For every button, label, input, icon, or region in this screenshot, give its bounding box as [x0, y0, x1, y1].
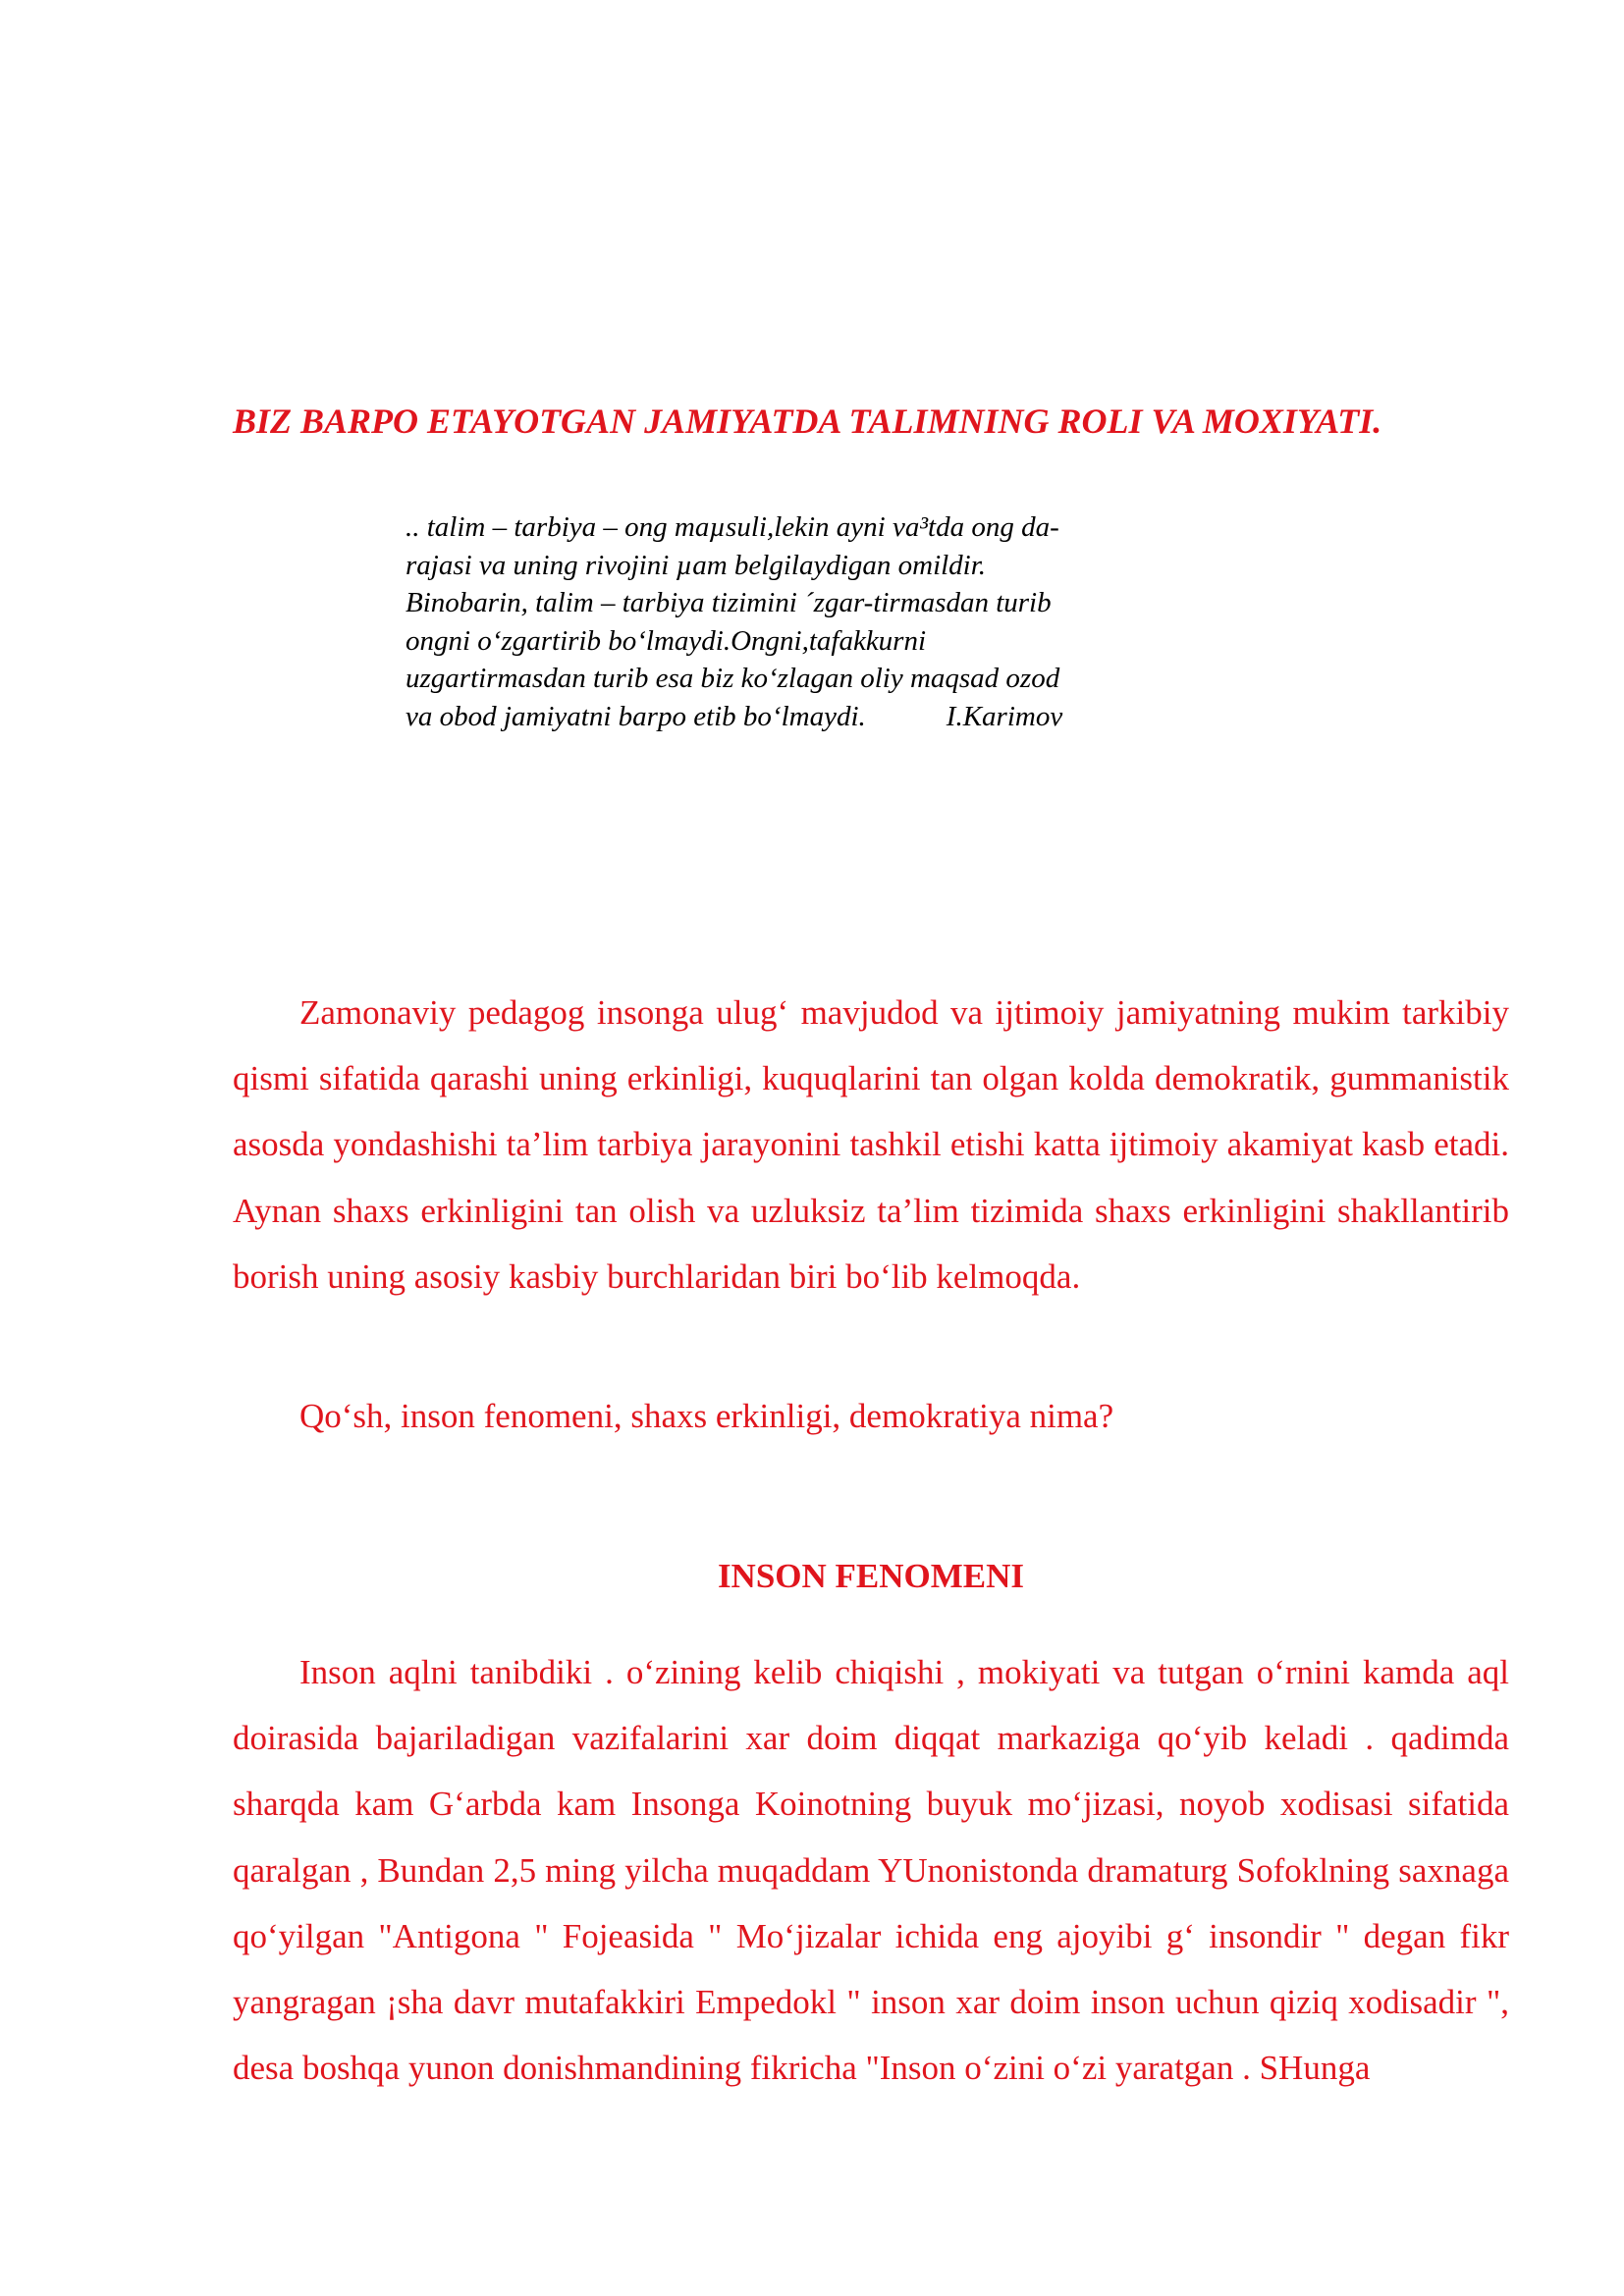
section-paragraph: Inson aqlni tanibdiki . oʻzining kelib chiqishi , mokiyati va tutgan oʻrnini kamda aql doirasida bajariladigan vazifalarini xar doim diqqat markaziga qoʻyib keladi . qadimda sharqda kam Gʻarbda kam Insonga Koinotning buyuk moʻjizasi, noyob xodisasi sifatida qaralgan , Bundan 2,5 ming yilcha muqaddam YUnonistonda dramaturg Sofoklning saxnaga qoʻyilgan "Antigona " Fojeasida " Moʻjizalar ichida eng ajoyibi gʻ insondir " degan fikr yangragan ¡sha davr mutafakkiri Empedokl " inson xar doim inson uchun qiziq xodisadir ", desa boshqa yunon donishmandining fikricha "Inson oʻzini oʻzi yaratgan . SHunga: [233, 1653, 1509, 2088]
section-heading: INSON FENOMENI: [717, 1557, 1025, 1595]
epigraph-line: uzgartirmasdan turib esa biz koʻzlagan oliy maqsad ozod: [406, 663, 1060, 694]
intro-paragraph: Zamonaviy pedagog insonga ulugʻ mavjudod va ijtimoiy jamiyatning mukim tarkibiy qismi sifatida qarashi uning erkinligi, kuquqlarini tan olgan kolda demokratik, gummanistik asosda yondashishi ta’lim tarbiya jarayonini tashkil etishi katta ijtimoiy akamiyat kasb etadi. Aynan shaxs erkinligini tan olish va uzluksiz ta’lim tizimida shaxs erkinligini shakllantirib borish uning asosiy kasbiy burchlaridan biri boʻlib kelmoqda.: [233, 993, 1509, 1296]
epigraph-author: I.Karimov: [946, 700, 1063, 732]
epigraph-line: .. talim – tarbiya – ong maµsuli,lekin ayni va³tda ong da-: [406, 511, 1059, 543]
epigraph-quote: [406, 508, 1191, 735]
epigraph-line: ongni oʻzgartirib boʻlmaydi.Ongni,tafakkurni: [406, 624, 927, 657]
epigraph-line: rajasi va uning rivojini µam belgilaydigan omildir.: [406, 549, 987, 581]
epigraph-last-line: [406, 698, 1191, 736]
page-title: BIZ BARPO ETAYOTGAN JAMIYATDA TALIMNING ROLI VA MOXIYATI.: [233, 401, 1382, 441]
question-paragraph: Qoʻsh, inson fenomeni, shaxs erkinligi, demokratiya nima?: [299, 1397, 1114, 1435]
epigraph-line: Binobarin, talim – tarbiya tizimini ´zgar-tirmasdan turib: [406, 587, 1052, 618]
epigraph-line: va obod jamiyatni barpo etib boʻlmaydi.: [406, 700, 866, 732]
